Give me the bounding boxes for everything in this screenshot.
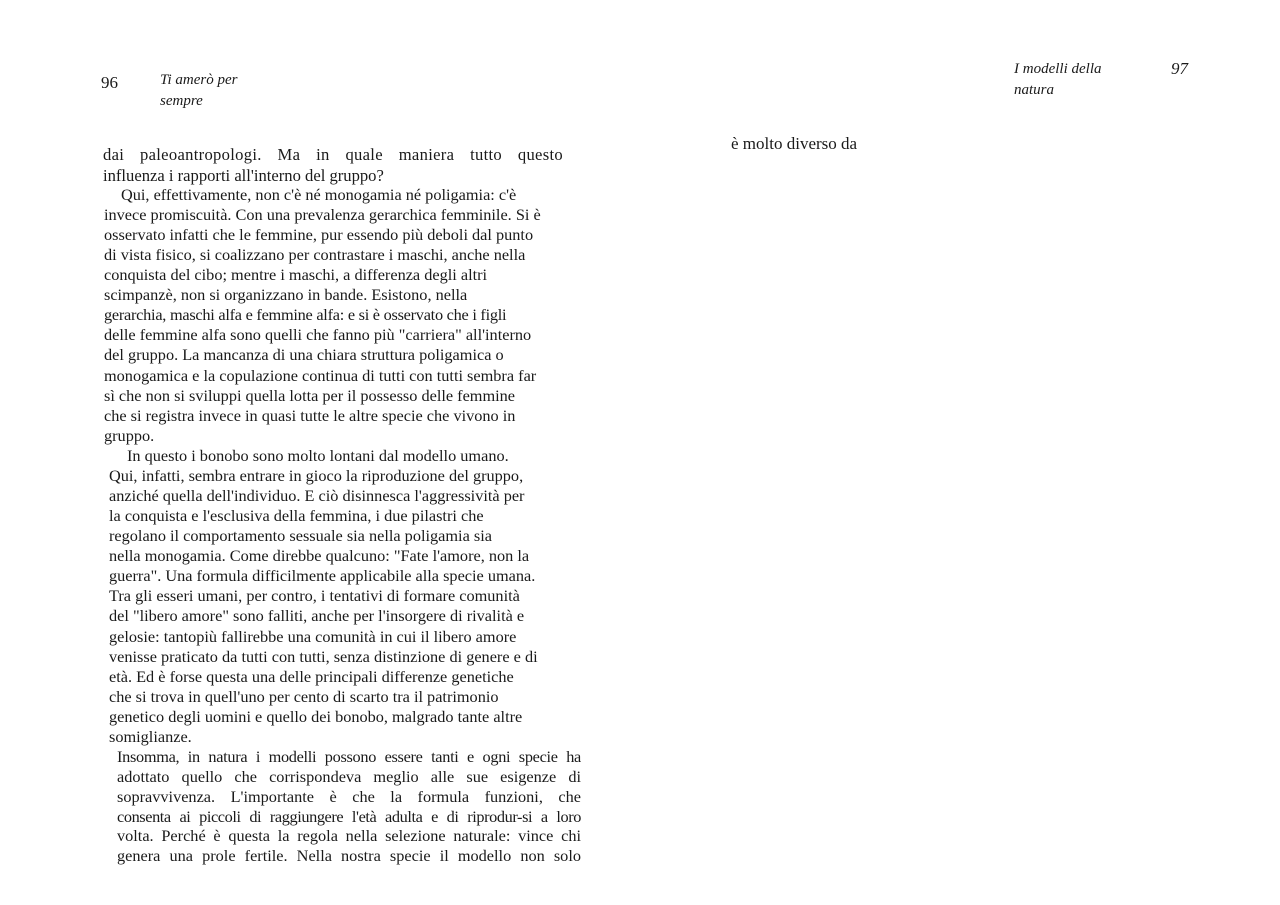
body-line: influenza i rapporti all'interno del gruppo?: [103, 166, 384, 185]
body-line: età. Ed è forse questa una delle principali differenze genetiche: [109, 667, 514, 686]
body-line: scimpanzè, non si organizzano in bande. Esistono, nella: [104, 285, 468, 304]
right-running-head-line-1: I modelli della: [1014, 61, 1102, 77]
body-line: gruppo.: [104, 426, 155, 445]
right-running-head-line-2: natura: [1014, 82, 1055, 98]
left-running-head-line-2: sempre: [160, 93, 203, 109]
right-running-head: [1014, 59, 1101, 101]
body-line: volta. Perché è questa la regola nella selezione naturale: vince chi: [117, 826, 581, 845]
body-line: gerarchia, maschi alfa e femmine alfa: e si è osservato che i figli: [104, 305, 507, 324]
body-line: regolano il comportamento sessuale sia nella poligamia sia: [109, 526, 492, 545]
body-line: In questo i bonobo sono molto lontani dal modello umano.: [127, 446, 509, 465]
body-line: genera una prole fertile. Nella nostra specie il modello non solo: [117, 846, 581, 865]
body-line: venisse praticato da tutti con tutti, senza distinzione di genere e di: [109, 647, 538, 666]
body-line: guerra". Una formula difficilmente applicabile alla specie umana.: [109, 566, 536, 585]
body-line: Qui, effettivamente, non c'è né monogamia né poligamia: c'è: [121, 185, 517, 204]
body-line: consenta ai piccoli di raggiungere l'età adulta e di riprodur-si a loro: [117, 807, 581, 826]
body-line: che si registra invece in quasi tutte le altre specie che vivono in: [104, 406, 516, 425]
left-running-head: [160, 70, 238, 112]
body-line: anziché quella dell'individuo. E ciò disinnesca l'aggressività per: [109, 486, 525, 505]
body-line: conquista del cibo; mentre i maschi, a differenza degli altri: [104, 265, 488, 284]
body-line: sopravvivenza. L'importante è che la formula funzioni, che: [117, 787, 581, 806]
left-running-head-line-1: Ti amerò per: [160, 72, 238, 88]
body-line: Qui, infatti, sembra entrare in gioco la riproduzione del gruppo,: [109, 466, 524, 485]
left-page-number: 96: [101, 73, 118, 92]
body-line: adottato quello che corrispondeva meglio alle sue esigenze di: [117, 767, 581, 786]
body-line: osservato infatti che le femmine, pur essendo più deboli dal punto: [104, 225, 534, 244]
right-page-number: 97: [1171, 59, 1188, 78]
body-line: delle femmine alfa sono quelli che fanno più "carriera" all'interno: [104, 325, 532, 344]
body-line: invece promiscuità. Con una prevalenza gerarchica femminile. Si è: [104, 205, 541, 224]
body-line: del gruppo. La mancanza di una chiara struttura poligamica o: [104, 345, 504, 364]
body-line: dai paleoantropologi. Ma in quale maniera tutto questo: [103, 145, 563, 164]
right-body-line: è molto diverso da: [731, 134, 858, 153]
body-line: del "libero amore" sono falliti, anche per l'insorgere di rivalità e: [109, 606, 525, 625]
body-line: gelosie: tantopiù fallirebbe una comunità in cui il libero amore: [109, 627, 517, 646]
body-line: di vista fisico, si coalizzano per contrastare i maschi, anche nella: [104, 245, 526, 264]
body-line: Tra gli esseri umani, per contro, i tentativi di formare comunità: [109, 586, 520, 605]
body-line: nella monogamia. Come direbbe qualcuno: "Fate l'amore, non la: [109, 546, 530, 565]
body-line: somiglianze.: [109, 727, 192, 746]
body-line: la conquista e l'esclusiva della femmina, i due pilastri che: [109, 506, 484, 525]
body-line: genetico degli uomini e quello dei bonobo, malgrado tante altre: [109, 707, 523, 726]
body-line: Insomma, in natura i modelli possono essere tanti e ogni specie ha: [117, 747, 581, 766]
body-line: monogamica e la copulazione continua di tutti con tutti sembra far: [104, 366, 537, 385]
body-line: che si trova in quell'uno per cento di scarto tra il patrimonio: [109, 687, 499, 706]
body-line: sì che non si sviluppi quella lotta per il possesso delle femmine: [104, 386, 516, 405]
